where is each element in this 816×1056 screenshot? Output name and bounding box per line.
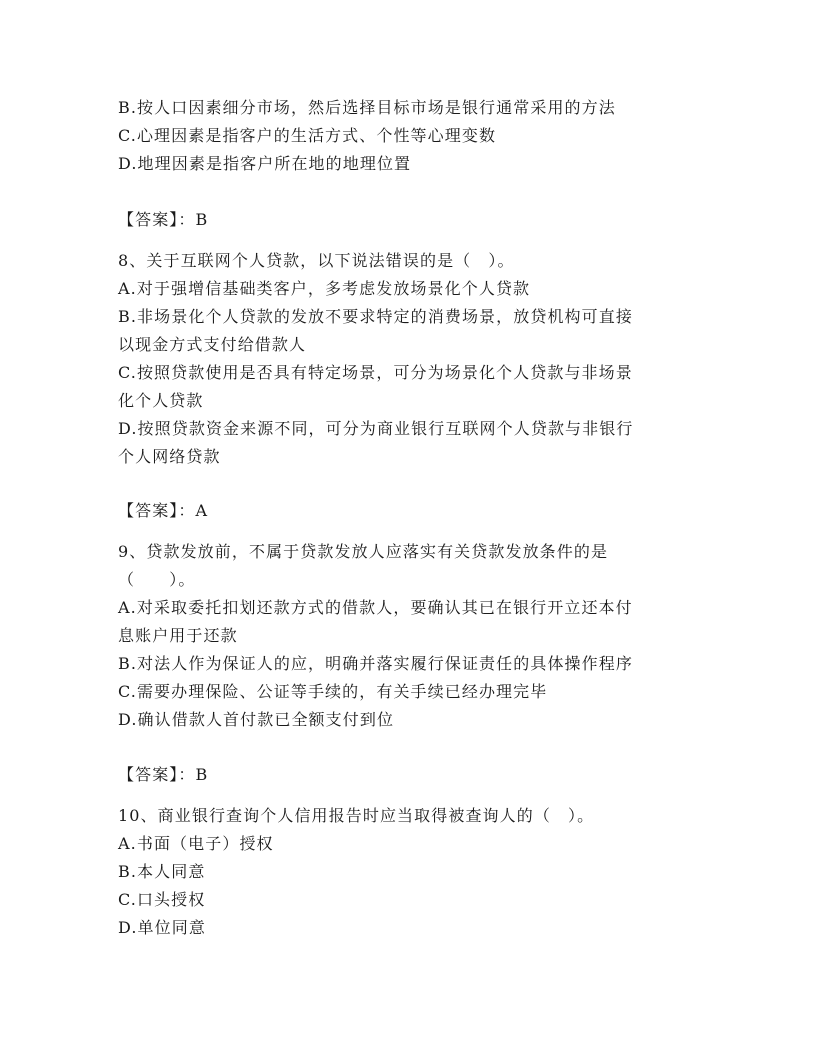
question-8-option-c-cont: 化个人贷款 — [118, 391, 204, 410]
question-9-stem: 9、贷款发放前，不属于贷款发放人应落实有关贷款发放条件的是 — [118, 542, 609, 561]
question-9-option-c: C.需要办理保险、公证等手续的，有关手续已经办理完毕 — [118, 682, 548, 701]
question-8-option-d-cont: 个人网络贷款 — [118, 447, 221, 466]
question-8-option-c: C.按照贷款使用是否具有特定场景，可分为场景化个人贷款与非场景 — [118, 363, 633, 382]
option-b: B.按人口因素细分市场，然后选择目标市场是银行通常采用的方法 — [118, 98, 616, 117]
question-10-option-c: C.口头授权 — [118, 890, 206, 909]
option-d: D.地理因素是指客户所在地的地理位置 — [118, 154, 412, 173]
question-9-option-a-cont: 息账户用于还款 — [118, 626, 238, 645]
question-8-stem: 8、关于互联网个人贷款，以下说法错误的是（ ）。 — [118, 251, 515, 270]
question-9-option-d: D.确认借款人首付款已全额支付到位 — [118, 710, 395, 729]
question-9-option-b: B.对法人作为保证人的应，明确并落实履行保证责任的具体操作程序 — [118, 654, 633, 673]
question-9-stem-cont: （ ）。 — [118, 570, 196, 589]
question-8-answer: 【答案】：A — [118, 501, 209, 520]
question-8-option-b-cont: 以现金方式支付给借款人 — [118, 335, 307, 354]
question-8-option-d: D.按照贷款资金来源不同，可分为商业银行互联网个人贷款与非银行 — [118, 419, 634, 438]
question-10-option-d: D.单位同意 — [118, 918, 206, 937]
question-9-option-a: A.对采取委托扣划还款方式的借款人，要确认其已在银行开立还本付 — [118, 598, 633, 617]
option-c: C.心理因素是指客户的生活方式、个性等心理变数 — [118, 126, 497, 145]
question-8-option-a: A.对于强增信基础类客户，多考虑发放场景化个人贷款 — [118, 279, 531, 298]
question-10-option-a: A.书面（电子）授权 — [118, 834, 274, 853]
question-10-stem: 10、商业银行查询个人信用报告时应当取得被查询人的（ ）。 — [118, 806, 595, 825]
question-8-option-b: B.非场景化个人贷款的发放不要求特定的消费场景，放贷机构可直接 — [118, 307, 633, 326]
question-10-option-b: B.本人同意 — [118, 862, 206, 881]
answer-label: 【答案】：B — [118, 210, 209, 229]
question-9-answer: 【答案】：B — [118, 765, 209, 784]
